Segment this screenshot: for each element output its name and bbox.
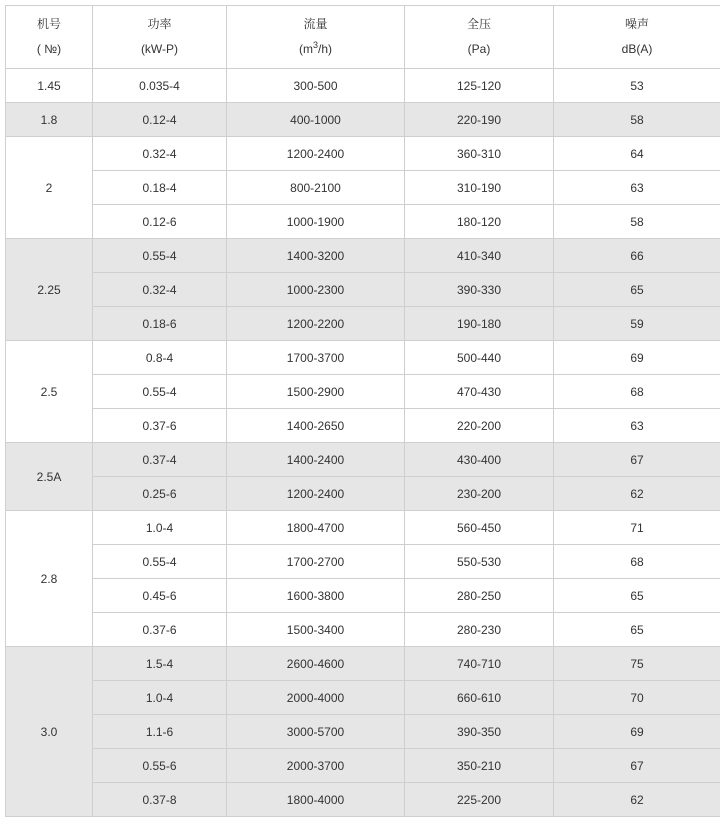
power-cell: 0.32-4 (93, 273, 227, 307)
table-row (6, 171, 720, 205)
header-pressure-unit: (Pa) (468, 42, 491, 56)
table-row (6, 783, 720, 817)
flow-cell: 2000-3700 (227, 749, 405, 783)
table-row (6, 579, 720, 613)
pressure-cell: 350-210 (405, 749, 554, 783)
header-model (6, 6, 93, 69)
power-cell: 0.55-6 (93, 749, 227, 783)
table-row (6, 681, 720, 715)
pressure-cell: 740-710 (405, 647, 554, 681)
pressure-cell: 220-200 (405, 409, 554, 443)
table-row (6, 375, 720, 409)
model-cell: 2.5A (6, 443, 93, 511)
noise-cell: 62 (554, 783, 720, 817)
table-row (6, 409, 720, 443)
power-cell: 0.25-6 (93, 477, 227, 511)
table-row (6, 647, 720, 681)
pressure-cell: 360-310 (405, 137, 554, 171)
flow-cell: 1400-2400 (227, 443, 405, 477)
pressure-cell: 660-610 (405, 681, 554, 715)
power-cell: 0.55-4 (93, 545, 227, 579)
header-row (6, 6, 720, 69)
power-cell: 0.18-4 (93, 171, 227, 205)
noise-cell: 65 (554, 579, 720, 613)
header-noise-unit: dB(A) (622, 42, 653, 56)
noise-cell: 58 (554, 103, 720, 137)
power-cell: 1.0-4 (93, 511, 227, 545)
power-cell: 1.5-4 (93, 647, 227, 681)
pressure-cell: 430-400 (405, 443, 554, 477)
pressure-cell: 190-180 (405, 307, 554, 341)
flow-cell: 3000-5700 (227, 715, 405, 749)
power-cell: 0.37-8 (93, 783, 227, 817)
flow-cell: 1500-3400 (227, 613, 405, 647)
pressure-cell: 310-190 (405, 171, 554, 205)
flow-cell: 800-2100 (227, 171, 405, 205)
noise-cell: 63 (554, 171, 720, 205)
header-power-label: 功率 (147, 17, 171, 31)
table-row (6, 545, 720, 579)
table-body (6, 69, 720, 817)
table-row (6, 103, 720, 137)
flow-cell: 1000-2300 (227, 273, 405, 307)
power-cell: 0.37-4 (93, 443, 227, 477)
noise-cell: 58 (554, 205, 720, 239)
flow-cell: 1700-2700 (227, 545, 405, 579)
power-cell: 0.8-4 (93, 341, 227, 375)
header-pressure-label: 全压 (467, 17, 491, 31)
noise-cell: 53 (554, 69, 720, 103)
noise-cell: 64 (554, 137, 720, 171)
table-row (6, 273, 720, 307)
pressure-cell: 390-330 (405, 273, 554, 307)
noise-cell: 62 (554, 477, 720, 511)
power-cell: 0.45-6 (93, 579, 227, 613)
header-power (93, 6, 227, 69)
pressure-cell: 390-350 (405, 715, 554, 749)
flow-cell: 1200-2200 (227, 307, 405, 341)
flow-cell: 1200-2400 (227, 477, 405, 511)
pressure-cell: 560-450 (405, 511, 554, 545)
noise-cell: 68 (554, 545, 720, 579)
header-model-unit: ( №) (37, 42, 61, 56)
table-row (6, 613, 720, 647)
flow-cell: 300-500 (227, 69, 405, 103)
noise-cell: 67 (554, 749, 720, 783)
flow-cell: 1400-2650 (227, 409, 405, 443)
model-cell: 2 (6, 137, 93, 239)
flow-cell: 1800-4000 (227, 783, 405, 817)
flow-cell: 1600-3800 (227, 579, 405, 613)
noise-cell: 66 (554, 239, 720, 273)
pressure-cell: 220-190 (405, 103, 554, 137)
power-cell: 0.12-6 (93, 205, 227, 239)
flow-cell: 1000-1900 (227, 205, 405, 239)
pressure-cell: 410-340 (405, 239, 554, 273)
model-cell: 2.8 (6, 511, 93, 647)
table-row (6, 239, 720, 273)
header-flow-unit-tail: /h) (318, 42, 332, 56)
noise-cell: 59 (554, 307, 720, 341)
header-power-unit: (kW-P) (141, 42, 178, 56)
header-pressure (405, 6, 554, 69)
header-model-label: 机号 (37, 17, 61, 31)
noise-cell: 70 (554, 681, 720, 715)
table-row (6, 69, 720, 103)
power-cell: 0.55-4 (93, 375, 227, 409)
header-flow-label: 流量 (303, 17, 327, 31)
noise-cell: 65 (554, 613, 720, 647)
header-flow-unit-exponent: 3 (313, 40, 318, 50)
pressure-cell: 500-440 (405, 341, 554, 375)
model-cell: 3.0 (6, 647, 93, 817)
table-row (6, 341, 720, 375)
pressure-cell: 470-430 (405, 375, 554, 409)
model-cell: 2.5 (6, 341, 93, 443)
model-cell: 2.25 (6, 239, 93, 341)
header-flow-unit (299, 42, 332, 56)
header-flow (227, 6, 405, 69)
power-cell: 0.18-6 (93, 307, 227, 341)
table-row (6, 511, 720, 545)
model-cell: 1.8 (6, 103, 93, 137)
table-row (6, 749, 720, 783)
pressure-cell: 280-250 (405, 579, 554, 613)
noise-cell: 65 (554, 273, 720, 307)
table-row (6, 715, 720, 749)
table-row (6, 443, 720, 477)
pressure-cell: 225-200 (405, 783, 554, 817)
power-cell: 0.32-4 (93, 137, 227, 171)
flow-cell: 400-1000 (227, 103, 405, 137)
table-row (6, 205, 720, 239)
table-row (6, 137, 720, 171)
noise-cell: 68 (554, 375, 720, 409)
pressure-cell: 550-530 (405, 545, 554, 579)
power-cell: 1.0-4 (93, 681, 227, 715)
pressure-cell: 125-120 (405, 69, 554, 103)
pressure-cell: 280-230 (405, 613, 554, 647)
pressure-cell: 230-200 (405, 477, 554, 511)
power-cell: 0.12-4 (93, 103, 227, 137)
fan-spec-table (5, 5, 720, 817)
power-cell: 0.37-6 (93, 409, 227, 443)
noise-cell: 67 (554, 443, 720, 477)
table-row (6, 477, 720, 511)
flow-cell: 1500-2900 (227, 375, 405, 409)
flow-cell: 1400-3200 (227, 239, 405, 273)
noise-cell: 69 (554, 715, 720, 749)
flow-cell: 2600-4600 (227, 647, 405, 681)
flow-cell: 2000-4000 (227, 681, 405, 715)
header-noise-label: 噪声 (625, 17, 649, 31)
flow-cell: 1700-3700 (227, 341, 405, 375)
power-cell: 0.55-4 (93, 239, 227, 273)
power-cell: 0.035-4 (93, 69, 227, 103)
header-flow-unit-base: (m (299, 42, 313, 56)
noise-cell: 75 (554, 647, 720, 681)
table-row (6, 307, 720, 341)
flow-cell: 1200-2400 (227, 137, 405, 171)
model-cell: 1.45 (6, 69, 93, 103)
noise-cell: 63 (554, 409, 720, 443)
noise-cell: 71 (554, 511, 720, 545)
noise-cell: 69 (554, 341, 720, 375)
pressure-cell: 180-120 (405, 205, 554, 239)
power-cell: 1.1-6 (93, 715, 227, 749)
power-cell: 0.37-6 (93, 613, 227, 647)
flow-cell: 1800-4700 (227, 511, 405, 545)
header-noise (554, 6, 720, 69)
